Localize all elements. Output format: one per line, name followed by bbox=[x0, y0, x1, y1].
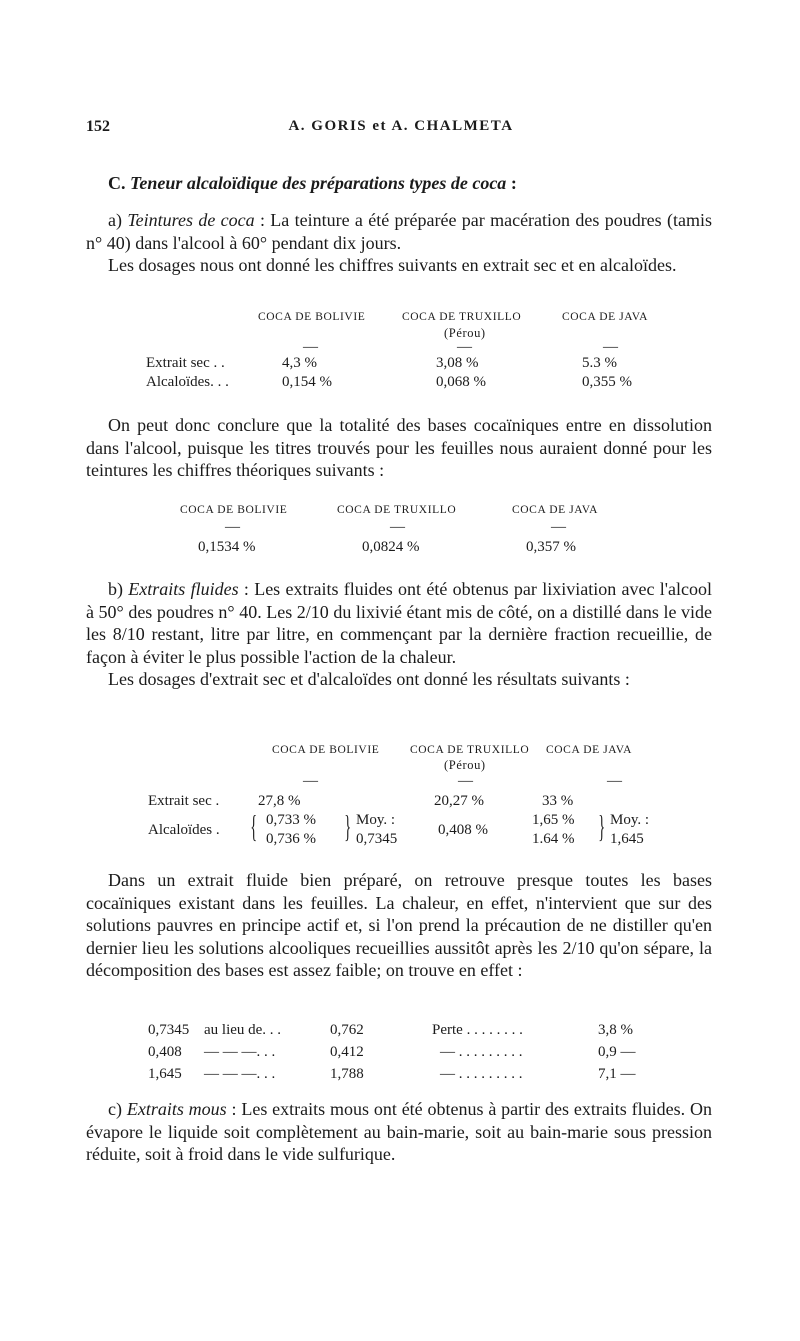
brace-right: } bbox=[598, 808, 606, 844]
table-cell: 20,27 % bbox=[434, 793, 484, 809]
table-row: Alcaloïdes . bbox=[148, 822, 220, 838]
label-extraits-mous: Extraits mous bbox=[126, 1099, 227, 1119]
table1-header-bolivie: COCA DE BOLIVIE bbox=[258, 311, 366, 323]
table-cell: 0,408 % bbox=[438, 822, 488, 838]
table-cell: 3,08 % bbox=[436, 355, 479, 371]
table-row: Extrait sec . bbox=[148, 793, 220, 809]
table-cell: 1,645 bbox=[610, 831, 644, 847]
page-header bbox=[86, 118, 716, 140]
paragraph-c: c) Extraits mous : Les extraits mous ont été obtenus à partir des extraits fluides. On évapore le liquide soit complètement au bain-marie, soit au bain-marie sous pression réduite, soit à froid dans le vide sulfurique. bbox=[86, 1099, 712, 1164]
table-cell: 0,0824 % bbox=[362, 539, 420, 555]
table-cell: 1.64 % bbox=[532, 831, 575, 847]
table-cell: 5.3 % bbox=[582, 355, 617, 371]
table3-header-bolivie: COCA DE BOLIVIE bbox=[272, 744, 380, 756]
paragraph-b: b) Extraits fluides : Les extraits fluides ont été obtenus par lixiviation avec l'alcool à 50° des poudres n° 40. Les 2/10 du lixivié étant mis de côté, on a distillé dans le vide les 8/10 restant, litre par litre, en commençant par la dernière fraction recueillie, de façon à éviter le plus possible l'action de la chaleur. Les dosages d'extrait sec et d'alcaloïdes ont donné les résultats suivants : bbox=[86, 579, 712, 689]
table2-header-bolivie: COCA DE BOLIVIE bbox=[180, 504, 288, 516]
table-cell: Moy. : bbox=[610, 812, 650, 828]
brace-right: } bbox=[344, 808, 352, 844]
table-cell: 0,1534 % bbox=[198, 539, 256, 555]
table-cell: 0,154 % bbox=[282, 374, 332, 390]
brace-left: { bbox=[250, 808, 258, 844]
table-row: Alcaloïdes. . . bbox=[146, 374, 229, 390]
table2-header-java: COCA DE JAVA bbox=[512, 504, 599, 516]
table2-header-truxillo: COCA DE TRUXILLO bbox=[337, 504, 457, 516]
label-extraits-fluides: Extraits fluides bbox=[128, 579, 239, 599]
page-number: 152 bbox=[86, 118, 110, 135]
table-cell: 4,3 % bbox=[282, 355, 317, 371]
table-cell: 27,8 % bbox=[258, 793, 301, 809]
table3-header-truxillo: COCA DE TRUXILLO bbox=[410, 744, 530, 756]
table-cell: Moy. : bbox=[356, 812, 396, 828]
table-cell: 0,733 % bbox=[266, 812, 316, 828]
paragraph-a: a) Teintures de coca : La teinture a été préparée par macération des poudres (tamis n° 40) dans l'alcool à 60° pendant dix jours. Les dosages nous ont donné les chiffres suivants en extrait sec et en alcaloïdes. bbox=[86, 210, 712, 275]
table1-header-truxillo: COCA DE TRUXILLO bbox=[402, 311, 522, 323]
table-cell: 0,355 % bbox=[582, 374, 632, 390]
table-cell: 0,736 % bbox=[266, 831, 316, 847]
table3-subheader: (Pérou) bbox=[444, 758, 486, 772]
section-title: Teneur alcaloïdique des préparations types de coca bbox=[130, 173, 507, 193]
section-letter: C. bbox=[108, 173, 126, 193]
table-cell: 0,068 % bbox=[436, 374, 486, 390]
table-cell: 33 % bbox=[542, 793, 574, 809]
table-cell: 0,357 % bbox=[526, 539, 576, 555]
section-heading: C. Teneur alcaloïdique des préparations types de coca : bbox=[108, 173, 517, 193]
running-title: A. GORIS et A. CHALMETA bbox=[288, 118, 514, 134]
paragraph-dans: Dans un extrait fluide bien préparé, on retrouve presque toutes les bases cocaïniques existant dans les feuilles. La chaleur, en effet, n'intervient que sur des solutions pauvres en principe actif et, si l'on prend la précaution de ne distiller qu'en dernier lieu les solutions alcooliques recueillies aussitôt après les 2/10 qu'on sépare, la décomposition des bases est assez faible; on trouve en effet : bbox=[86, 870, 712, 980]
table-cell: 0,7345 bbox=[356, 831, 398, 847]
table1-header-java: COCA DE JAVA bbox=[562, 311, 649, 323]
table3-header-java: COCA DE JAVA bbox=[546, 744, 633, 756]
label-teintures: Teintures de coca bbox=[127, 210, 255, 230]
document-page: 152 A. GORIS et A. CHALMETA C. Teneur alcaloïdique des préparations types de coca : a) Teintures de coca : La teinture a été préparée par macération des poudres (tamis n° 40) dans l'alcool à 60° pendant dix jours. Les dosages nous ont donné les chiffres suivants en extrait sec et en alcaloïdes. COCA DE BOLIVIE COCA DE TRUXILLO COCA DE JAVA (Pérou) — — — Extrait sec . . 4,3 % 3,08 % 5.3 % Alcaloïdes. . . 0,154 % 0,068 % 0,355 % On peut donc conclure que la totalité des bases cocaïniques entre en dissolution dans l'alcool, puisque les titres trouvés pour les feuilles nous auraient donné pour les teintures les chiffres théoriques suivants : COCA DE BOLIVIE COCA DE TRUXILLO COCA DE JAVA — — — 0,1534 % 0,0824 % 0,357 % b) Extraits fluides : Les extraits fluides ont été obtenus par lixiviation avec l'alcool à 50° des poudres n° 40. Les 2/10 du lixivié étant mis de côté, on a distillé dans le vide les 8/10 restant, litre par litre, en commençant par la dernière fraction recueillie, de façon à éviter le plus possible l'action de la chaleur. Les dosages d'extrait sec et d'alcaloïdes ont donné les résultats suivants : COCA DE BOLIVIE COCA DE TRUXILLO COCA DE JAVA (Pérou) — — — Extrait sec . 27,8 % 20,27 % 33 % Alcaloïdes . { 0,733 % 0,736 % } Moy. : 0,7345 0,408 % 1,65 % 1.64 % } Moy. : 1,645 Dans un extrait fluide bien préparé, on retrouve presque toutes les bases cocaïniques existant dans les feuilles. La chaleur, en effet, n'intervient que sur des solutions pauvres en principe actif et, si l'on prend la précaution de ne distiller qu'en dernier lieu les solutions alcooliques recueillies aussitôt après les 2/10 qu'on sépare, la décomposition des bases est assez faible; on trouve en effet : 0,7345 au lieu de. . . 0,762 Perte . . . . . . . . 3,8 % 0,408 — — —. . . 0,412 — . . . . . . . . . 0,9 — 1,645 — — —. . . 1,788 — . . . . . . . . . 7,1 — c) Extraits mous : Les extraits mous ont été obtenus à partir des extraits fluides. On évapore le liquide soit complètement au bain-marie, soit au bain-marie sous pression réduite, soit à froid dans le vide sulfurique. bbox=[0, 0, 800, 1341]
table-cell: 1,65 % bbox=[532, 812, 575, 828]
paragraph-conclusion: On peut donc conclure que la totalité des bases cocaïniques entre en dissolution dans l'alcool, puisque les titres trouvés pour les feuilles nous auraient donné pour les teintures les chiffres théoriques suivants : bbox=[86, 415, 712, 480]
table1-subheader: (Pérou) bbox=[444, 326, 486, 340]
table-row: Extrait sec . . bbox=[146, 355, 225, 371]
